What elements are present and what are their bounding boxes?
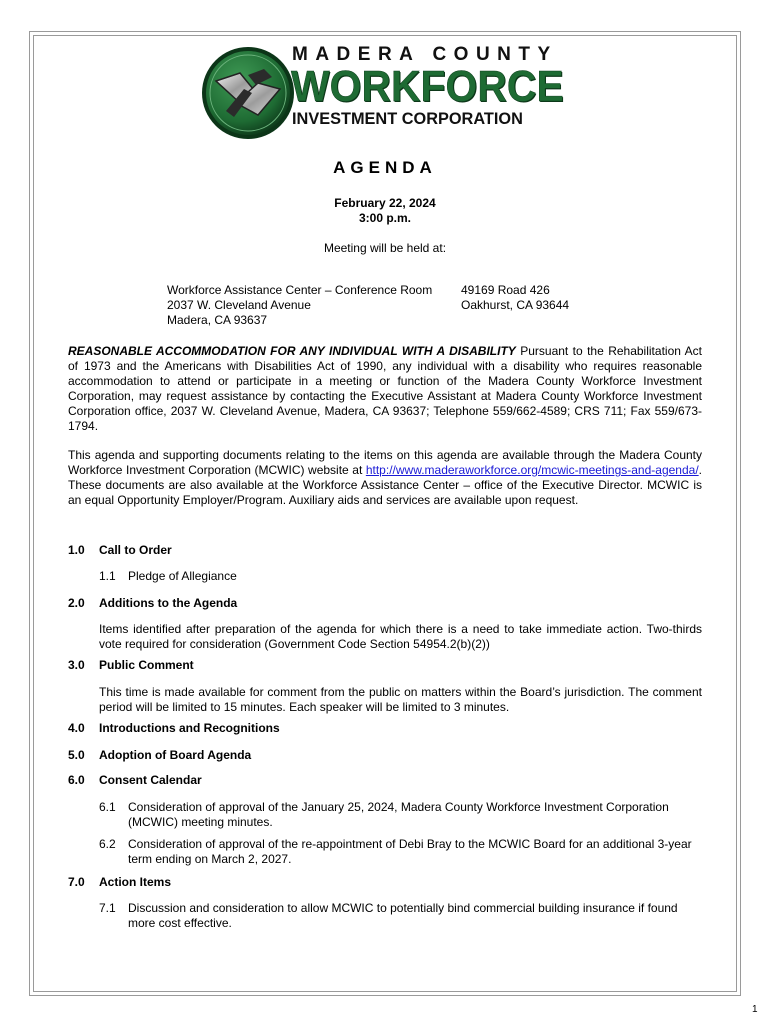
location-primary-line: 2037 W. Cleveland Avenue: [167, 298, 311, 312]
workforce-emblem-icon: [200, 45, 296, 141]
accommodation-heading: REASONABLE ACCOMMODATION FOR ANY INDIVIDUAL WITH A DISABILITY: [68, 344, 516, 358]
item-number: 1.0: [68, 543, 85, 557]
item-title-public-comment: Public Comment: [99, 658, 194, 672]
meetings-link[interactable]: http://www.maderaworkforce.org/mcwic-meetings-and-agenda/: [365, 463, 699, 477]
availability-text-before: This agenda and supporting documents relating to the items on this agenda are available through the Madera County Workforce Investment Corporation (MCWIC) website at: [68, 448, 702, 477]
meeting-location-intro: Meeting will be held at:: [323, 241, 447, 255]
subitem-number: 1.1: [99, 569, 116, 583]
logo-line-county: MADERA COUNTY: [292, 44, 558, 65]
organization-logo: [200, 45, 572, 141]
item-title-introductions: Introductions and Recognitions: [99, 721, 280, 735]
item-title-consent-calendar: Consent Calendar: [99, 773, 202, 787]
accommodation-text: Pursuant to the Rehabilitation Act of 1973 and the Americans with Disabilities Act of 1990, any individual with a disability who requires reasonable accommodation to attend or participate in a meeting or function of the Madera County Workforce Investment Corporation, may request assistance by contacting the Executive Assistant at Madera County Workforce Investment Corporation office, 2037 W. Cleveland Avenue, Madera, CA 93637; Telephone 559/662-4589; CRS 711; Fax 559/673-1794.: [68, 344, 703, 433]
agenda-title: AGENDA: [333, 158, 437, 177]
meeting-date: February 22, 2024: [334, 196, 436, 210]
location-primary: [167, 283, 432, 328]
location-secondary-line: 49169 Road 426: [461, 283, 550, 297]
subitem-insurance: Discussion and consideration to allow MCWIC to potentially bind commercial building insurance if found more cost effective.: [128, 901, 678, 930]
item-number: 7.0: [68, 875, 85, 889]
item-description-additions: Items identified after preparation of the agenda for which there is a need to take immediate action. Two-thirds vote required for consideration (Government Code Section 54954.2(b)(2)): [99, 622, 702, 651]
subitem-number: 7.1: [99, 901, 116, 915]
item-number: 4.0: [68, 721, 85, 735]
subitem-minutes-approval: Consideration of approval of the January 25, 2024, Madera County Workforce Investment Corporation (MCWIC) meeting minutes.: [128, 800, 669, 829]
item-number: 5.0: [68, 748, 85, 762]
item-title-action-items: Action Items: [99, 875, 172, 889]
location-secondary: [461, 283, 569, 313]
subitem-number: 6.2: [99, 837, 116, 851]
logo-line-workforce: WORKFORCE: [291, 62, 564, 111]
item-title-additions: Additions to the Agenda: [99, 596, 238, 610]
location-primary-line: Workforce Assistance Center – Conference Room: [167, 283, 433, 297]
item-number: 3.0: [68, 658, 85, 672]
item-description-public-comment: This time is made available for comment from the public on matters within the Board’s jurisdiction. The comment period will be limited to 15 minutes. Each speaker will be limited to 3 minutes.: [99, 685, 702, 714]
availability-notice: [68, 448, 702, 508]
subitem-number: 6.1: [99, 800, 116, 814]
logo-line-corporation: INVESTMENT CORPORATION: [292, 109, 523, 128]
meeting-time: 3:00 p.m.: [358, 211, 412, 225]
page-number: 1: [752, 1004, 758, 1015]
subitem-pledge: Pledge of Allegiance: [128, 569, 237, 583]
subitem-reappointment: Consideration of approval of the re-appointment of Debi Bray to the MCWIC Board for an additional 3-year term ending on March 2, 2027.: [128, 837, 692, 866]
item-number: 6.0: [68, 773, 85, 787]
availability-text-after: . These documents are also available at the Workforce Assistance Center – office of the Executive Director. MCWIC is an equal Opportunity Employer/Program. Auxiliary aids and services are available upon request.: [68, 463, 702, 507]
accommodation-notice: [68, 344, 702, 434]
item-title-adoption: Adoption of Board Agenda: [99, 748, 252, 762]
location-primary-line: Madera, CA 93637: [167, 313, 268, 327]
item-title-call-to-order: Call to Order: [99, 543, 172, 557]
item-number: 2.0: [68, 596, 85, 610]
location-secondary-line: Oakhurst, CA 93644: [461, 298, 570, 312]
